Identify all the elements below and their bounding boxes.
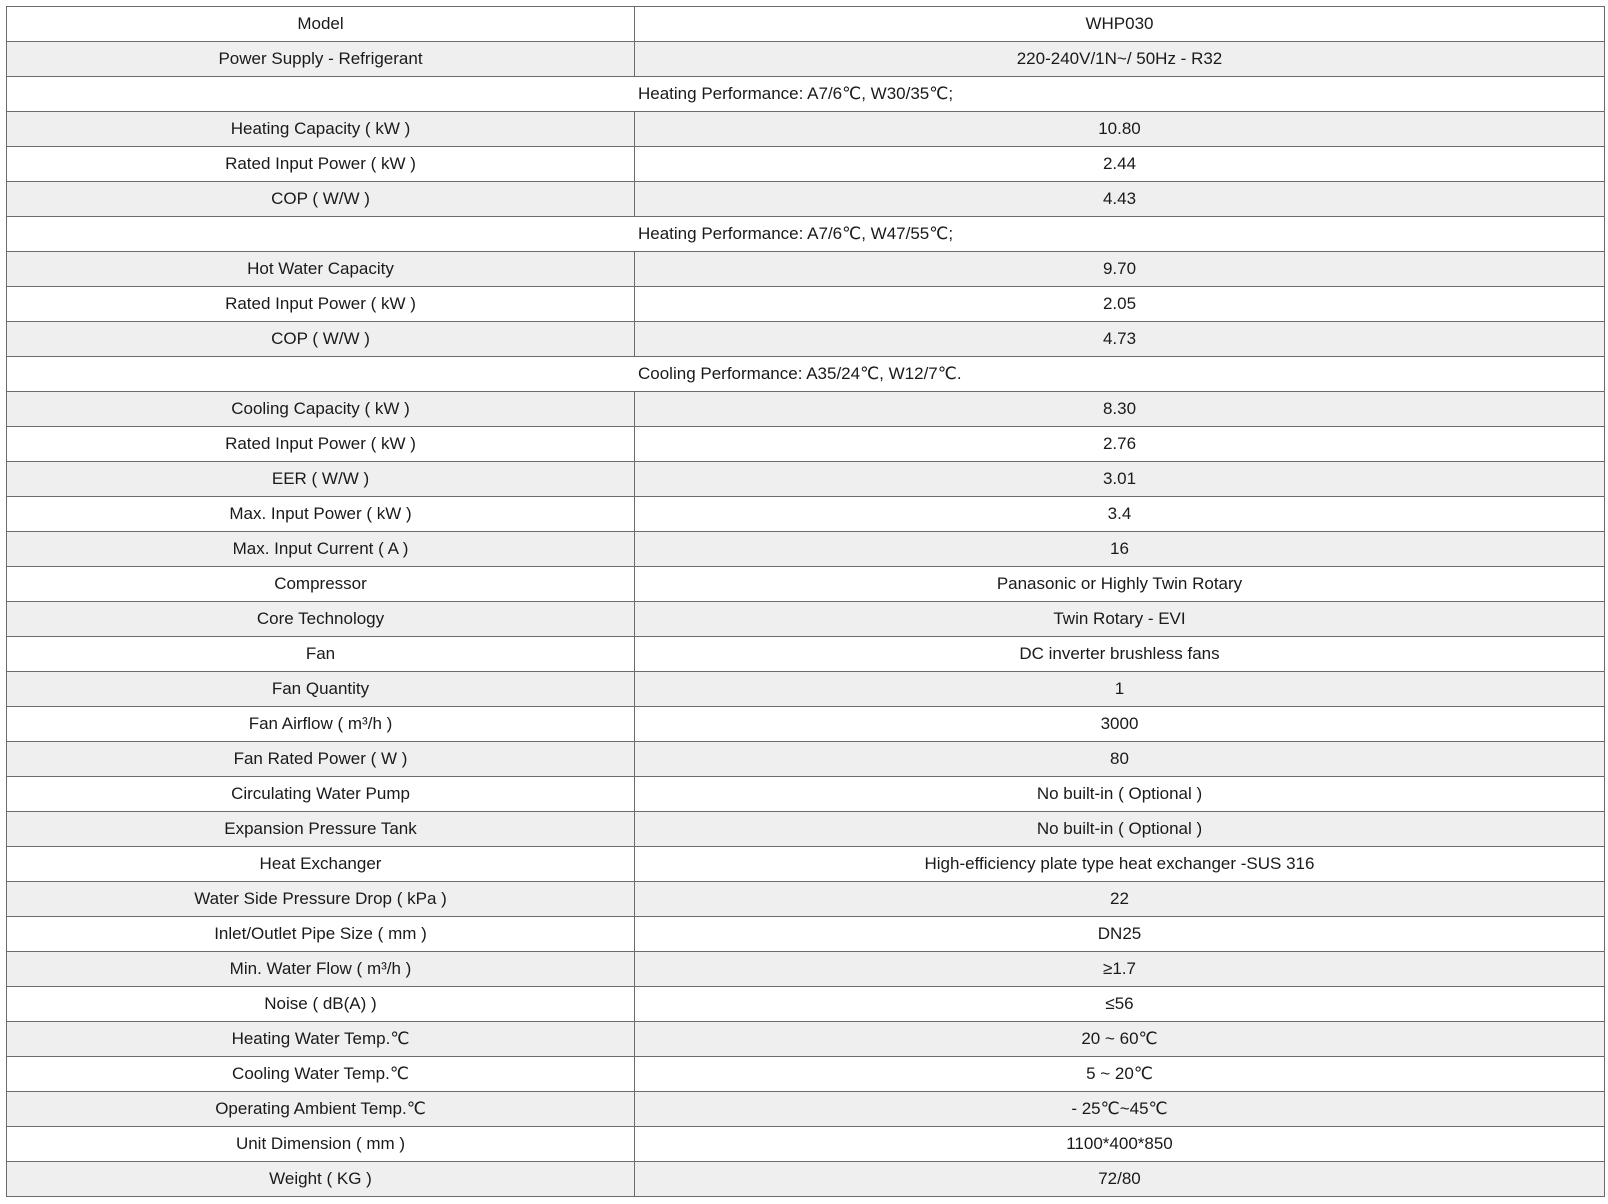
section-header-row (7, 217, 1605, 252)
spec-label: Heating Capacity ( kW ) (7, 112, 635, 147)
spec-value: 220-240V/1N~/ 50Hz - R32 (635, 42, 1605, 77)
spec-label: Core Technology (7, 602, 635, 637)
spec-label: COP ( W/W ) (7, 322, 635, 357)
spec-value: High-efficiency plate type heat exchanger -SUS 316 (635, 847, 1605, 882)
spec-label: Operating Ambient Temp.℃ (7, 1092, 635, 1127)
spec-row (7, 427, 1605, 462)
spec-label: Cooling Capacity ( kW ) (7, 392, 635, 427)
spec-row (7, 252, 1605, 287)
spec-label: Model (7, 7, 635, 42)
spec-label: Hot Water Capacity (7, 252, 635, 287)
section-header-row (7, 357, 1605, 392)
spec-value: 80 (635, 742, 1605, 777)
spec-row (7, 392, 1605, 427)
spec-value: 1 (635, 672, 1605, 707)
spec-row (7, 917, 1605, 952)
spec-value: 20 ~ 60℃ (635, 1022, 1605, 1057)
spec-row (7, 322, 1605, 357)
spec-label: Heat Exchanger (7, 847, 635, 882)
spec-row (7, 812, 1605, 847)
spec-value: Panasonic or Highly Twin Rotary (635, 567, 1605, 602)
spec-label: Compressor (7, 567, 635, 602)
spec-label: Fan Rated Power ( W ) (7, 742, 635, 777)
spec-value: Twin Rotary - EVI (635, 602, 1605, 637)
spec-label: Rated Input Power ( kW ) (7, 287, 635, 322)
spec-label: Circulating Water Pump (7, 777, 635, 812)
spec-label: Max. Input Power ( kW ) (7, 497, 635, 532)
spec-row (7, 112, 1605, 147)
spec-label: Water Side Pressure Drop ( kPa ) (7, 882, 635, 917)
spec-value: 10.80 (635, 112, 1605, 147)
spec-row (7, 847, 1605, 882)
spec-value: 3000 (635, 707, 1605, 742)
spec-row (7, 1092, 1605, 1127)
spec-table-body (7, 7, 1605, 1197)
spec-row (7, 1162, 1605, 1197)
spec-row (7, 777, 1605, 812)
spec-row (7, 287, 1605, 322)
spec-value: 8.30 (635, 392, 1605, 427)
spec-value: 2.44 (635, 147, 1605, 182)
spec-value: 22 (635, 882, 1605, 917)
spec-row (7, 672, 1605, 707)
spec-label: COP ( W/W ) (7, 182, 635, 217)
spec-label: Rated Input Power ( kW ) (7, 427, 635, 462)
spec-value: No built-in ( Optional ) (635, 812, 1605, 847)
spec-row (7, 742, 1605, 777)
spec-row (7, 602, 1605, 637)
spec-value: ≤56 (635, 987, 1605, 1022)
spec-label: Heating Water Temp.℃ (7, 1022, 635, 1057)
spec-value: 16 (635, 532, 1605, 567)
spec-label: Unit Dimension ( mm ) (7, 1127, 635, 1162)
spec-value: DC inverter brushless fans (635, 637, 1605, 672)
spec-table (6, 6, 1605, 1197)
spec-row (7, 952, 1605, 987)
spec-label: Expansion Pressure Tank (7, 812, 635, 847)
section-header-row (7, 77, 1605, 112)
spec-row (7, 1127, 1605, 1162)
section-header: Heating Performance: A7/6℃, W30/35℃; (7, 77, 1605, 112)
spec-value: 3.01 (635, 462, 1605, 497)
spec-row (7, 147, 1605, 182)
spec-value: ≥1.7 (635, 952, 1605, 987)
spec-value: 4.43 (635, 182, 1605, 217)
spec-value: 72/80 (635, 1162, 1605, 1197)
spec-value: 4.73 (635, 322, 1605, 357)
spec-value: 1100*400*850 (635, 1127, 1605, 1162)
spec-label: Fan Quantity (7, 672, 635, 707)
spec-label: Max. Input Current ( A ) (7, 532, 635, 567)
spec-label: EER ( W/W ) (7, 462, 635, 497)
spec-value: WHP030 (635, 7, 1605, 42)
spec-value: 3.4 (635, 497, 1605, 532)
spec-row (7, 497, 1605, 532)
spec-row (7, 637, 1605, 672)
spec-row (7, 882, 1605, 917)
spec-row (7, 182, 1605, 217)
spec-row (7, 42, 1605, 77)
spec-row (7, 1022, 1605, 1057)
spec-value: - 25℃~45℃ (635, 1092, 1605, 1127)
spec-label: Fan (7, 637, 635, 672)
spec-label: Rated Input Power ( kW ) (7, 147, 635, 182)
spec-label: Min. Water Flow ( m³/h ) (7, 952, 635, 987)
spec-label: Inlet/Outlet Pipe Size ( mm ) (7, 917, 635, 952)
section-header: Cooling Performance: A35/24℃, W12/7℃. (7, 357, 1605, 392)
spec-row (7, 462, 1605, 497)
spec-label: Noise ( dB(A) ) (7, 987, 635, 1022)
spec-value: 5 ~ 20℃ (635, 1057, 1605, 1092)
spec-value: 2.05 (635, 287, 1605, 322)
spec-label: Power Supply - Refrigerant (7, 42, 635, 77)
spec-label: Weight ( KG ) (7, 1162, 635, 1197)
section-header: Heating Performance: A7/6℃, W47/55℃; (7, 217, 1605, 252)
spec-row (7, 567, 1605, 602)
spec-value: 2.76 (635, 427, 1605, 462)
spec-label: Fan Airflow ( m³/h ) (7, 707, 635, 742)
spec-value: DN25 (635, 917, 1605, 952)
spec-label: Cooling Water Temp.℃ (7, 1057, 635, 1092)
spec-row (7, 987, 1605, 1022)
spec-row (7, 1057, 1605, 1092)
spec-row (7, 707, 1605, 742)
spec-row (7, 532, 1605, 567)
spec-value: 9.70 (635, 252, 1605, 287)
spec-value: No built-in ( Optional ) (635, 777, 1605, 812)
spec-row (7, 7, 1605, 42)
